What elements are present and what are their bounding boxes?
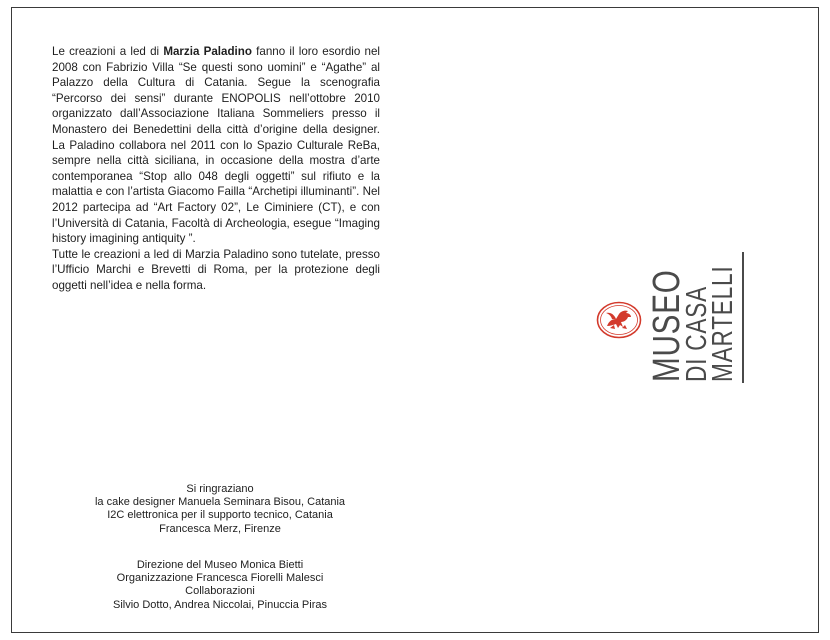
- wordmark-museo: MUSEO: [646, 269, 688, 382]
- bio-paragraph: [52, 44, 380, 247]
- wordmark-martelli: MARTELLI: [707, 265, 739, 382]
- staff-line: Organizzazione Francesca Fiorelli Malesci: [116, 572, 324, 585]
- bio-intro-before: Le creazioni a led di: [52, 45, 164, 58]
- museum-logo: [594, 250, 754, 390]
- griffin-seal-icon: [596, 301, 642, 339]
- bio-rights: Tutte le creazioni a led di Marzia Paladino sono tutelate, presso l’Ufficio Marchi e Brevetti di Roma, per la protezione degli oggetti nell’idea e nella forma.: [52, 247, 380, 292]
- staff-line: Silvio Dotto, Andrea Niccolai, Pinuccia Piras: [113, 598, 327, 611]
- thanks-line: I2C elettronica per il supporto tecnico, Catania: [107, 509, 333, 522]
- bio-intro-after: fanno il loro esordio nel 2008 con Fabrizio Villa “Se questi sono uomini” e “Agathe” al Palazzo della Cultura di Catania. Segue la scenografia “Percorso dei sensi” durante ENOPOLIS nell’ottobre 2010 organizzato dall’Associazione Italiana Sommeliers presso il Monastero dei Benedettini della città d’origine della designer. La Paladino collabora nel 2011 con lo Spazio Culturale ReBa, sempre nella città siciliana, in occasione della mostra d’arte contemporanea “Stop allo 048 degli oggetti” sul rifiuto e la malattia e con l’artista Giacomo Failla “Archetipi illuminanti”. Nel 2012 partecipa ad “Art Factory 02”, Le Ciminiere (CT), e con l’Università di Catania, Facoltà di Archeologia, esegue “Imaging history imagining antiquity ”.: [52, 45, 381, 246]
- designer-bio: [52, 44, 380, 294]
- museum-wordmark: [646, 233, 739, 382]
- designer-name: Marzia Paladino: [163, 45, 252, 58]
- staff-line: Collaborazioni: [185, 585, 255, 598]
- thanks-line: Francesca Merz, Firenze: [159, 522, 281, 535]
- museum-staff: [60, 559, 380, 612]
- thanks-heading: Si ringraziano: [186, 483, 254, 495]
- thanks-line: la cake designer Manuela Seminara Bisou, Catania: [94, 496, 346, 509]
- acknowledgements: [60, 483, 380, 536]
- wordmark-rule: [742, 252, 744, 383]
- staff-line: Direzione del Museo Monica Bietti: [136, 559, 304, 571]
- wordmark-di-casa: DI CASA: [681, 286, 713, 382]
